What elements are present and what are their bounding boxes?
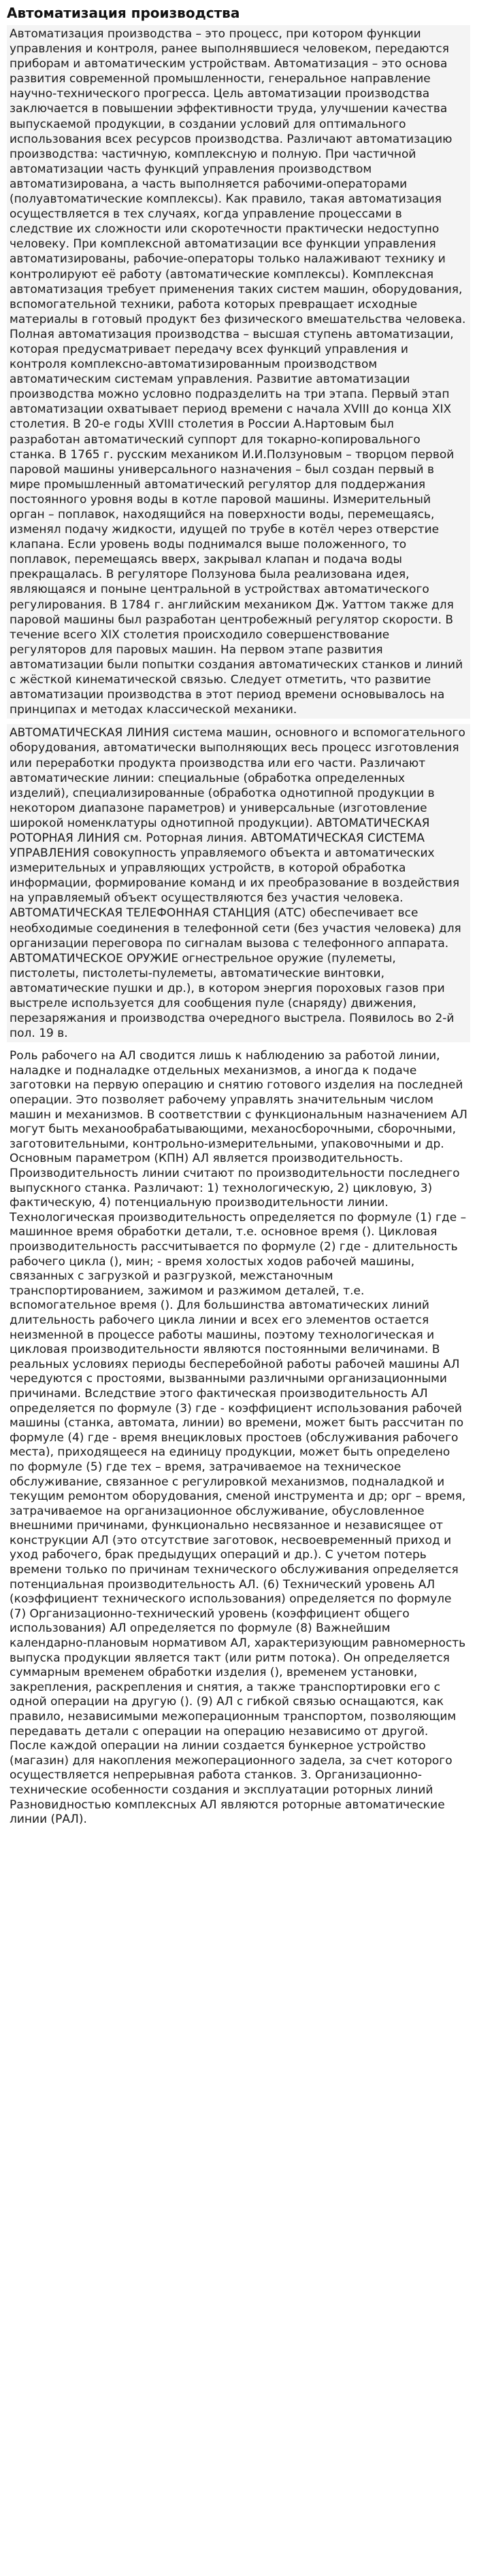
- intro-block: [7, 25, 470, 719]
- page-title: Автоматизация производства: [7, 5, 240, 21]
- intro-paragraph: Автоматизация производства – это процесс, при котором функции управления и контроля, ранее выполнявшиеся человеком, передаются приборам и автоматическим устройствам. Автоматизация – это основа развития современной промышленности, генеральное направление научно-технического прогресса. Цель автоматизации производства заключается в повышении эффективности труда, улучшении качества выпускаемой продукции, в создании условий для оптимального использования всех ресурсов производства. Различают автоматизацию производства: частичную, комплексную и полную. При частичной автоматизации часть функций управления производством автоматизирована, а часть выполняется рабочими-операторами (полуавтоматические комплексы). Как правило, такая автоматизация осуществляется в тех случаях, когда управление процессами в следствие их сложности или скоротечности практически недоступно человеку. При комплексной автоматизации все функции управления автоматизированы, рабочие-операторы только налаживают технику и контролируют её работу (автоматические комплексы). Комплексная автоматизация требует применения таких систем машин, оборудования, вспомогательной техники, работа которых превращает исходные материалы в готовый продукт без физического вмешательства человека. Полная автоматизация производства – высшая ступень автоматизации, которая предусматривает передачу всех функций управления и контроля комплексно-автоматизированным производством автоматическим системам управления. Развитие автоматизации производства можно условно подразделить на три этапа. Первый этап автоматизации охватывает период времени с начала XVIII до конца XIX столетия. В 20-е годы XVIII столетия в России А.Нартовым был разработан автоматический суппорт для токарно-копировального станка. В 1765 г. русским механиком И.И.Ползуновым – творцом первой паровой машины универсального назначения – был создан первый в мире промышленный автоматический регулятор для поддержания постоянного уровня воды в котле паровой машины. Измерительный орган – поплавок, находящийся на поверхности воды, перемещаясь, изменял подачу жидкости, идущей по трубе в котёл через отверстие клапана. Если уровень воды поднимался выше положенного, то поплавок, перемещаясь вверх, закрывал клапан и подача воды прекращалась. В регуляторе Ползунова была реализована идея, являющаяся и поныне центральной в устройствах автоматического регулирования. В 1784 г. английским механиком Дж. Уаттом также для паровой машины был разработан центробежный регулятор скорости. В течение всего XIX столетия происходило совершенствование регуляторов для паровых машин. На первом этапе развития автоматизации были попытки создания автоматических станков и линий с жёсткой кинематической связью. Следует отметить, что развитие автоматизации производства в этот период времени основывалось на принципах и методах классической механики.: [10, 27, 466, 717]
- definitions-paragraph: АВТОМАТИЧЕСКАЯ ЛИНИЯ система машин, основного и вспомогательного оборудования, автоматически выполняющих весь процесс изготовления или переработки продукта производства или его части. Различают автоматические линии: специальные (обработка определенных изделий), специализированные (обработка однотипной продукции в некотором диапазоне параметров) и универсальные (изготовление широкой номенклатуры однотипной продукции). АВТОМАТИЧЕСКАЯ РОТОРНАЯ ЛИНИЯ см. Роторная линия. АВТОМАТИЧЕСКАЯ СИСТЕМА УПРАВЛЕНИЯ совокупность управляемого объекта и автоматических измерительных и управляющих устройств, в которой обработка информации, формирование команд и их преобразование в воздействия на управляемый объект осуществляются без участия человека. АВТОМАТИЧЕСКАЯ ТЕЛЕФОННАЯ СТАНЦИЯ (АТС) обеспечивает все необходимые соединения в телефонной сети (без участия человека) для организации переговора по сигналам вызова с телефонного аппарата. АВТОМАТИЧЕСКОЕ ОРУЖИЕ огнестрельное оружие (пулеметы, пистолеты, пистолеты-пулеметы, автоматические винтовки, автоматические пушки и др.), в котором энергия пороховых газов при выстреле используется для сообщения пуле (снаряду) движения, перезаряжания и производства очередного выстрела. Появилось во 2-й пол. 19 в.: [10, 726, 465, 1041]
- definitions-block: [7, 724, 470, 1042]
- body-paragraph: Роль рабочего на АЛ сводится лишь к наблюдению за работой линии, наладке и подналадке отдельных механизмов, а иногда к подаче заготовки на первую операцию и снятию готового изделия на последней операции. Это позволяет рабочему управлять значительным числом машин и механизмов. В соответствии с функциональным назначением АЛ могут быть механообрабатывающими, механосборочными, сборочными, заготовительными, контрольно-измерительными, упаковочными и др. Основным параметром (КПН) АЛ является производительность. Производительность линии считают по производительности последнего выпускного станка. Различают: 1) технологическую, 2) цикловую, 3) фактическую, 4) потенциальную производительности линии. Технологическая производительность определяется по формуле (1) где – машинное время обработки детали, т.е. основное время (). Цикловая производительность рассчитывается по формуле (2) где - длительность рабочего цикла (), мин; - время холостых ходов рабочей машины, связанных с загрузкой и разгрузкой, межстаночным транспортированием, зажимом и разжимом деталей, т.е. вспомогательное время (). Для большинства автоматических линий длительность рабочего цикла линии и всех его элементов остается неизменной в процессе работы машины, поэтому технологическая и цикловая производительности являются постоянными величинами. В реальных условиях периоды бесперебойной работы рабочей машины АЛ чередуются с простоями, вызванными различными организационными причинами. Вследствие этого фактическая производительность АЛ определяется по формуле (3) где - коэффициент использования рабочей машины (станка, автомата, линии) во времени, может быть рассчитан по формуле (4) где - время внецикловых простоев (обслуживания рабочего места), приходящееся на единицу продукции, может быть определено по формуле (5) где тех – время, затрачиваемое на техническое обслуживание, связанное с регулировкой механизмов, подналадкой и текущим ремонтом оборудования, сменой инструмента и др; орг – время, затрачиваемое на организационное обслуживание, обусловленное внешними причинами, функционально несвязанное и независящее от конструкции АЛ (это отсутствие заготовок, несвоевременный приход и уход рабочего, брак предыдущих операций и др.). С учетом потерь времени только по причинам технического обслуживания определяется потенциальная производительность АЛ. (6) Технический уровень АЛ (коэффициент технического использования) определяется по формуле (7) Организационно-технический уровень (коэффициент общего использования) АЛ определяется по формуле (8) Важнейшим календарно-плановым нормативом АЛ, характеризующим равномерность выпуска продукции является такт (или ритм потока). Он определяется суммарным временем обработки изделия (), временем установки, закрепления, раскрепления и снятия, а также транспортировки его с одной операции на другую (). (9) АЛ с гибкой связью оснащаются, как правило, независимыми межоперационным транспортом, позволяющим передавать детали с операции на операцию независимо от другой. После каждой операции на линии создается бункерное устройство (магазин) для накопления межоперационного задела, за счет которого осуществляется непрерывная работа станков. 3. Организационно-технические особенности создания и эксплуатации роторных линий Разновидностью комплексных АЛ являются роторные автоматические линии (РАЛ).: [10, 1049, 467, 1827]
